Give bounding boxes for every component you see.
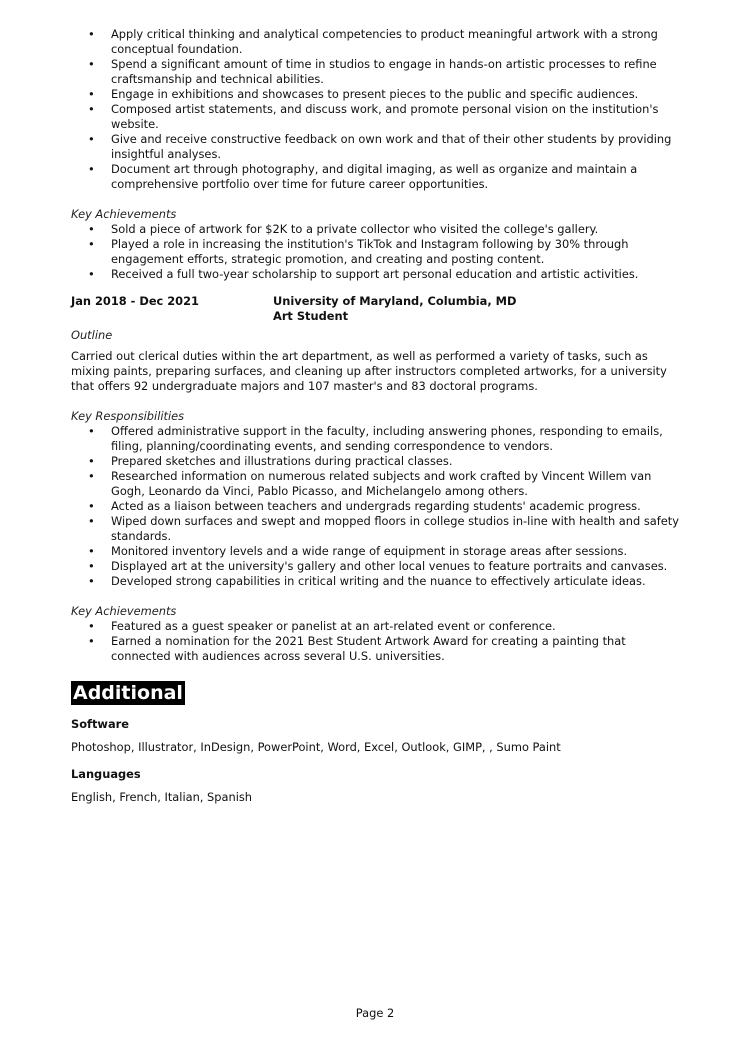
job2-achievements-label: Key Achievements bbox=[71, 604, 177, 618]
job2-achievements-list bbox=[71, 619, 681, 664]
software-list: Photoshop, Illustrator, InDesign, PowerPoint, Word, Excel, Outlook, GIMP, , Sumo Paint bbox=[71, 740, 561, 754]
list-item: • Prepared sketches and illustrations during practical classes. bbox=[71, 454, 681, 469]
job2-organization: University of Maryland, Columbia, MD bbox=[273, 294, 517, 308]
list-item: • Monitored inventory levels and a wide range of equipment in storage areas after sessions. bbox=[71, 544, 681, 559]
job2-outline-label: Outline bbox=[71, 328, 113, 342]
languages-label: Languages bbox=[71, 767, 141, 781]
job2-responsibilities-list bbox=[71, 424, 681, 589]
languages-list: English, French, Italian, Spanish bbox=[71, 790, 253, 804]
resume-page-content bbox=[71, 27, 681, 805]
job2-title: Art Student bbox=[273, 309, 349, 323]
list-item: • Displayed art at the university's gallery and other local venues to feature portraits and canvases. bbox=[71, 559, 681, 574]
spacer bbox=[71, 192, 681, 207]
list-item: • Composed artist statements, and discuss work, and promote personal vision on the institution's website. bbox=[71, 102, 681, 132]
page-number: Page 2 bbox=[355, 1006, 395, 1020]
job1-responsibilities-list bbox=[71, 27, 681, 192]
additional-section-heading: Additional bbox=[73, 682, 183, 704]
list-item: • Played a role in increasing the institution's TikTok and Instagram following by 30% through engagement efforts, strategic promotion, and creating and posting content. bbox=[71, 237, 681, 267]
list-item: • Apply critical thinking and analytical competencies to product meaningful artwork with a strong conceptual foundation. bbox=[71, 27, 681, 57]
list-item: • Offered administrative support in the faculty, including answering phones, responding to emails, filing, planning/coordinating events, and sending correspondence to vendors. bbox=[71, 424, 681, 454]
spacer bbox=[71, 589, 681, 604]
list-item: • Wiped down surfaces and swept and mopped floors in college studios in-line with health and safety standards. bbox=[71, 514, 681, 544]
job2-date: Jan 2018 - Dec 2021 bbox=[71, 294, 199, 308]
job2-outline-text: Carried out clerical duties within the art department, as well as performed a variety of tasks, such as mixing paints, preparing surfaces, and cleaning up after instructors completed artworks, for a university that offers 92 undergraduate majors and 107 master's and 83 doctoral programs. bbox=[71, 349, 667, 393]
list-item: • Document art through photography, and digital imaging, as well as organize and maintain a comprehensive portfolio over time for future career opportunities. bbox=[71, 162, 681, 192]
job2-heading bbox=[273, 294, 516, 324]
list-item: • Give and receive constructive feedback on own work and that of their other students by providing insightful analyses. bbox=[71, 132, 681, 162]
list-item: • Featured as a guest speaker or panelist at an art-related event or conference. bbox=[71, 619, 681, 634]
list-item: • Researched information on numerous related subjects and work crafted by Vincent Willem van Gogh, Leonardo da Vinci, Pablo Picasso, and Michelangelo among others. bbox=[71, 469, 681, 499]
list-item: • Acted as a liaison between teachers and undergrads regarding students' academic progress. bbox=[71, 499, 681, 514]
software-label: Software bbox=[71, 717, 129, 731]
list-item: • Received a full two-year scholarship to support art personal education and artistic activities. bbox=[71, 267, 681, 282]
job1-achievements-label: Key Achievements bbox=[71, 207, 177, 221]
spacer bbox=[71, 394, 681, 409]
job1-achievements-list bbox=[71, 222, 681, 282]
list-item: • Spend a significant amount of time in studios to engage in hands-on artistic processes to refine craftsmanship and technical abilities. bbox=[71, 57, 681, 87]
job2-header bbox=[71, 294, 681, 324]
list-item: • Earned a nomination for the 2021 Best Student Artwork Award for creating a painting that connected with audiences across several U.S. universities. bbox=[71, 634, 681, 664]
list-item: • Engage in exhibitions and showcases to present pieces to the public and specific audiences. bbox=[71, 87, 681, 102]
job2-responsibilities-label: Key Responsibilities bbox=[71, 409, 185, 423]
list-item: • Sold a piece of artwork for $2K to a private collector who visited the college's gallery. bbox=[71, 222, 681, 237]
list-item: • Developed strong capabilities in critical writing and the nuance to effectively articulate ideas. bbox=[71, 574, 681, 589]
